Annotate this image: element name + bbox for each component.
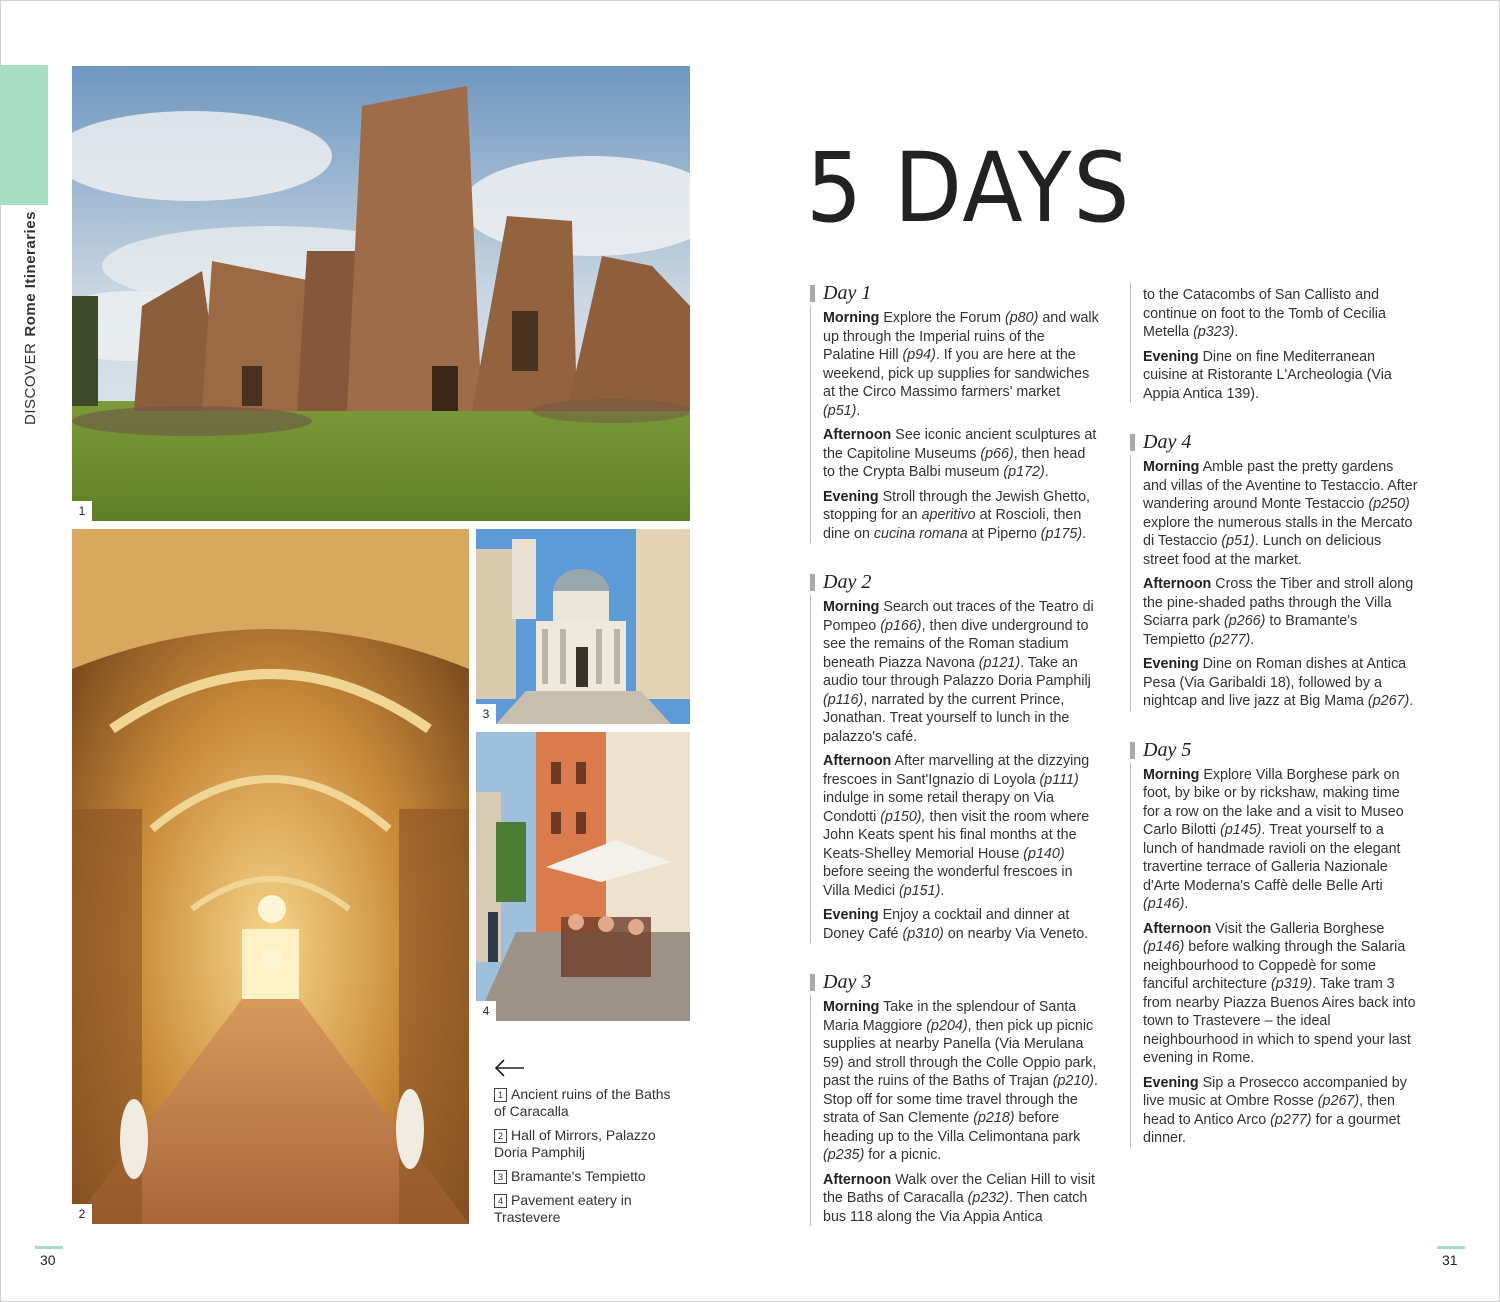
day-3-afternoon-cont: to the Catacombs of San Callisto and continue on foot to the Tomb of Cecilia Metella (p323). xyxy=(1143,287,1386,340)
day-1-block xyxy=(810,309,1100,543)
day-heading: Day 3 xyxy=(810,971,1100,993)
itinerary-column-1 xyxy=(810,282,1100,1226)
section-label xyxy=(22,211,39,425)
day-2-afternoon: Afternoon After marvelling at the dizzying frescoes in Sant'Ignazio di Loyola (p111) indulge in some retail therapy on Via Condotti (p150), then visit the room where John Keats spent his final months at the Keats-Shelley Memorial House (p140) before seeing the wonderful frescoes in Villa Medici (p151). xyxy=(823,753,1090,899)
day-3-morning: Morning Take in the splendour of Santa Maria Maggiore (p204), then pick up picnic supplies at nearby Panella (Via Merulana 59) and stroll through the Colle Oppio park, past the ruins of the Baths of Trajan (p210). Stop off for some time travel through the strata of San Clemente (p218) before heading up to the Villa Celimontana park (p235) for a picnic. xyxy=(823,999,1098,1163)
page-title: 5 DAYS xyxy=(806,132,1132,244)
day-1-evening: Evening Stroll through the Jewish Ghetto, stopping for an aperitivo at Roscioli, then dine on cucina romana at Piperno (p175). xyxy=(823,488,1091,542)
day-5-block xyxy=(1130,766,1420,1148)
photo-number: 2 xyxy=(72,1204,92,1224)
caption-text: Pavement eatery in Trastevere xyxy=(494,1192,632,1225)
caption-text: Ancient ruins of the Baths of Caracalla xyxy=(494,1086,671,1119)
day-1-morning: Morning Explore the Forum (p80) and walk up through the Imperial ruins of the Palatine Hill (p94). If you are here at the weekend, pick up supplies for sandwiches at the Circo Massimo farmers' market (p51). xyxy=(823,310,1099,419)
tempietto-photo xyxy=(476,529,690,724)
itinerary-column-2 xyxy=(1130,286,1420,1154)
time-label: Morning xyxy=(1143,766,1200,783)
caption-text: Bramante's Tempietto xyxy=(511,1168,646,1184)
photo-number: 4 xyxy=(476,1001,496,1021)
time-label: Afternoon xyxy=(823,1171,892,1188)
photo-number: 3 xyxy=(476,704,496,724)
day-3-block xyxy=(810,998,1100,1226)
time-label: Afternoon xyxy=(1143,920,1212,937)
day-2-morning: Morning Search out traces of the Teatro di Pompeo (p166), then dive underground to see the remains of the Roman stadium beneath Piazza Navona (p121). Take an audio tour through Palazzo Doria Pamphilj (p116), narrated by the current Prince, Jonathan. Treat yourself to lunch in the palazzo's café. xyxy=(823,599,1094,745)
page-number-bar-left xyxy=(35,1246,63,1249)
time-label: Evening xyxy=(1143,348,1199,365)
day-4-evening: Evening Dine on Roman dishes at Antica Pesa (Via Garibaldi 18), followed by a nightcap and live jazz at Big Mama (p267). xyxy=(1143,656,1414,709)
day-3-evening: Evening Dine on fine Mediterranean cuisine at Ristorante L'Archeologia (Via Appia Antica 139). xyxy=(1143,348,1392,402)
section-tab xyxy=(0,65,48,205)
time-label: Evening xyxy=(823,907,879,923)
arrow-left-icon xyxy=(494,1058,526,1078)
page-number-bar-right xyxy=(1437,1246,1465,1249)
caption-text: Hall of Mirrors, Palazzo Doria Pamphilj xyxy=(494,1127,656,1160)
time-label: Morning xyxy=(823,999,880,1015)
time-label: Morning xyxy=(1143,459,1200,475)
photo-number: 1 xyxy=(72,501,92,521)
page-number-left: 30 xyxy=(40,1252,56,1268)
caption-item xyxy=(494,1192,674,1226)
caption-item xyxy=(494,1086,674,1120)
caption-item xyxy=(494,1168,674,1185)
day-4-afternoon: Afternoon Cross the Tiber and stroll along the pine-shaded paths through the Villa Sciarra park (p266) to Bramante's Tempietto (p277). xyxy=(1143,576,1414,648)
caption-number: 4 xyxy=(494,1194,507,1208)
photo-captions xyxy=(494,1086,674,1233)
time-label: Evening xyxy=(1143,1074,1199,1091)
street-cafe-photo xyxy=(476,732,690,1021)
subsection-name: Rome Itineraries xyxy=(22,211,39,337)
day-5-afternoon: Afternoon Visit the Galleria Borghese (p146) before walking through the Salaria neighbourhood to Coppedè for some fanciful architecture (p319). Take tram 3 from nearby Piazza Buenos Aires back into town to Trastevere – the ideal neighbourhood in which to spend your last evening in Rome. xyxy=(1143,920,1416,1066)
caption-number: 3 xyxy=(494,1170,507,1184)
time-label: Afternoon xyxy=(1143,576,1212,592)
time-label: Afternoon xyxy=(823,427,892,443)
day-heading: Day 1 xyxy=(810,282,1100,304)
caption-item xyxy=(494,1127,674,1161)
time-label: Evening xyxy=(1143,656,1199,672)
gallery-hall-photo xyxy=(72,529,469,1224)
caption-number: 2 xyxy=(494,1129,507,1143)
day-5-morning: Morning Explore Villa Borghese park on foot, by bike or by rickshaw, making time for a row on the lake and a visit to Museo Carlo Bilotti (p145). Treat yourself to a lunch of handmade ravioli on the elegant travertine terrace of Galleria Nazionale d'Arte Moderna's Caffè delle Belle Arti (p146). xyxy=(1143,766,1404,912)
time-label: Afternoon xyxy=(823,753,892,769)
day-heading: Day 2 xyxy=(810,571,1100,593)
caption-number: 1 xyxy=(494,1088,507,1102)
day-heading: Day 5 xyxy=(1130,739,1420,761)
page-number-right: 31 xyxy=(1442,1252,1458,1268)
time-label: Morning xyxy=(823,599,880,615)
day-1-afternoon: Afternoon See iconic ancient sculptures at the Capitoline Museums (p66), then head to the Crypta Balbi museum (p172). xyxy=(823,427,1097,480)
day-4-morning: Morning Amble past the pretty gardens and villas of the Aventine to Testaccio. After wandering around Monte Testaccio (p250) explore the numerous stalls in the Mercato di Testaccio (p51). Lunch on delicious street food at the market. xyxy=(1143,459,1418,568)
day-3-continued xyxy=(1130,286,1420,403)
ruins-photo xyxy=(72,66,690,521)
day-3-afternoon: Afternoon Walk over the Celian Hill to visit the Baths of Caracalla (p232). Then catch bus 118 along the Via Appia Antica xyxy=(823,1171,1095,1225)
time-label: Evening xyxy=(823,488,879,505)
day-2-evening: Evening Enjoy a cocktail and dinner at Doney Café (p310) on nearby Via Veneto. xyxy=(823,907,1089,942)
day-5-evening: Evening Sip a Prosecco accompanied by live music at Ombre Rosse (p267), then head to Antico Arco (p277) for a gourmet dinner. xyxy=(1143,1074,1407,1146)
section-name: DISCOVER xyxy=(22,342,39,425)
day-2-block xyxy=(810,598,1100,943)
day-4-block xyxy=(1130,458,1420,711)
time-label: Morning xyxy=(823,310,880,326)
day-heading: Day 4 xyxy=(1130,431,1420,453)
